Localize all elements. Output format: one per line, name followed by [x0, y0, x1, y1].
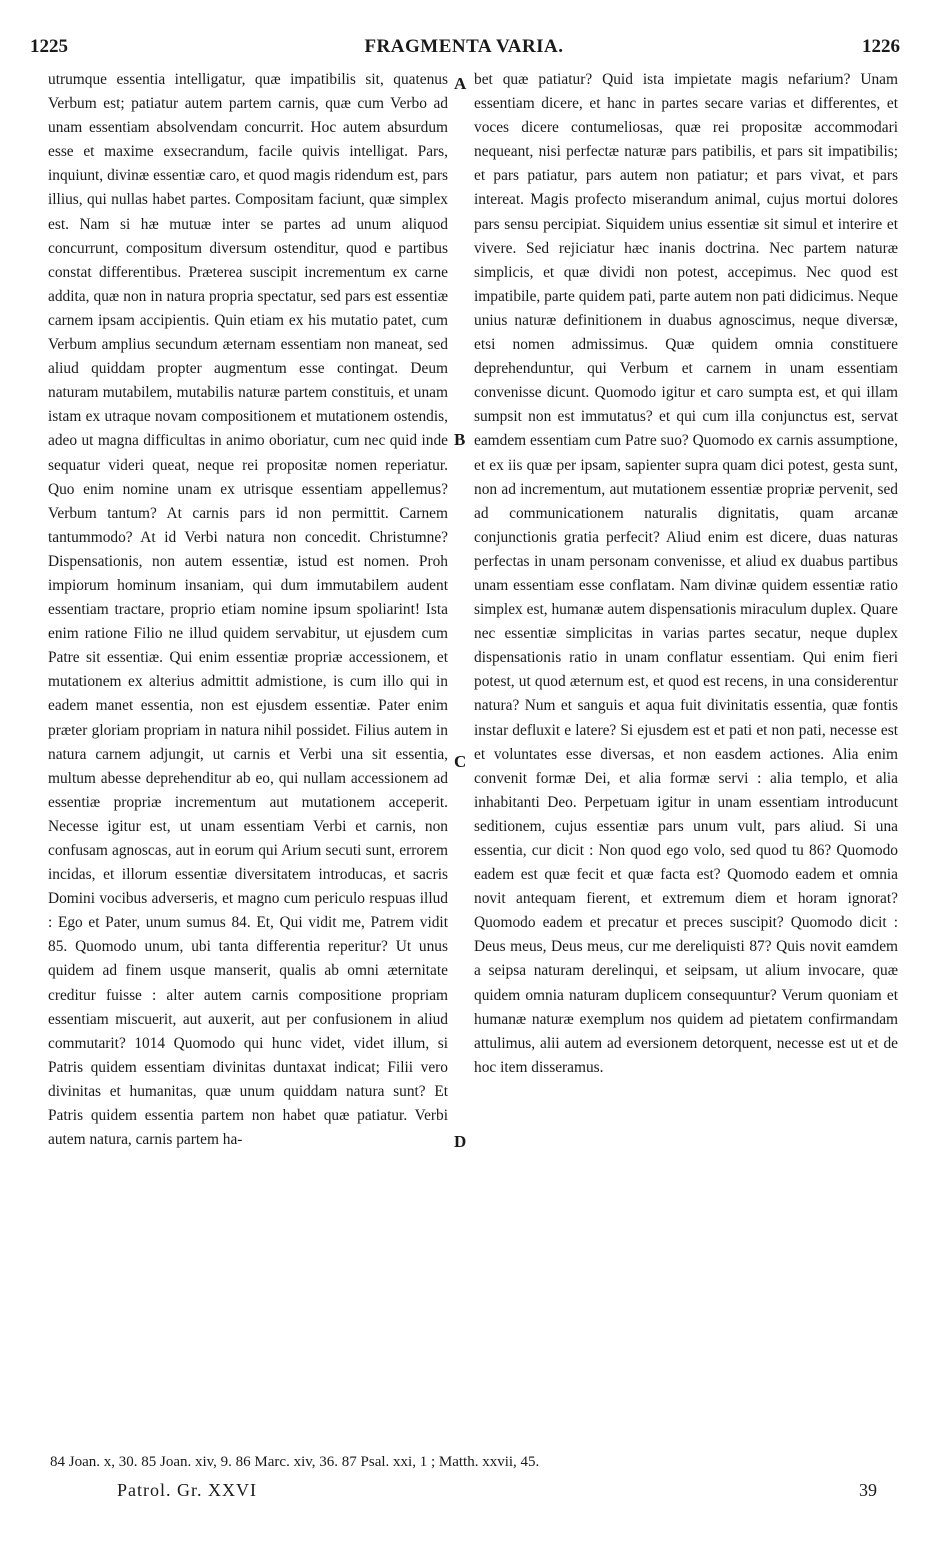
right-column-text: bet quæ patiatur? Quid ista impietate magis nefarium? Unam essentiam dicere, et hanc in partes secare varias et differentes, et voces dicere contumeliosas, quæ rei propositæ accommodari nequeant, nisi perfectæ naturæ pars patibilis, et pars sit impatibilis; et pars patiatur, pars autem non patiatur; et pars vivat, et pars intereat. Magis profecto miserandum animal, cujus mortui dolores pars sensu percipiat. Siquidem unius essentiæ sit simul et interire et vivere. Sed rejiciatur hæc inanis doctrina. Nec partem naturæ simplicis, et quæ dividi non potest, accepimus. Nec quod est impatibile, parte quidem pati, parte autem non pati didicimus. Neque unius naturæ definitionem in duabus agnoscimus, neque diversæ, etsi nomen admissimus. Quæ quidem omnia constituere deprehenduntur, qui Verbum et carnem in unam essentiam convenisse dicunt. Quomodo igitur et caro sumpta est, et qui illam sumpsit non est immutatus? et qui cum illa conjunctus est, servat eamdem essentiam cum Patre suo? Quomodo ex carnis assumptione, et ex iis quæ per ipsam, sapienter supra quam dici potest, gesta sunt, non ad incrementum, aut mutationem essentiæ propriæ pervenit, sed ad communicationem naturalis dignitatis, quam arcanæ conjunctionis gratia perfecit? Aliud enim est dicere, duas naturas perfectas in unam personam convenisse, et aliud ex duabus partibus unam essentiam esse conflatam. Nam divinæ quidem essentiæ ratio simplex est, humanæ autem dispensationis miraculum duplex. Quare nec essentiæ simplicitas in varias partes secatur, neque duplex dispensationis ratio in unam conflatur essentiam. Qui enim fieri potest, ut quod æternum est, et quod est recens, in una considerentur natura? Num et sanguis et aqua fuit divinitatis essentia, quæ fontis instar defluxit e latere? Si ejusdem est et pati et non pati, necesse est et voluntates esse diversas, et non easdem actiones. Alia enim convenit formæ Dei, et alia formæ servi : alia templo, et alia inhabitanti Deo. Perpetuam igitur in unam essentiam introducunt seditionem, cujus essentiæ pars unum vult, pars aliud. Si una essentia, cur dicit : Non quod ego volo, sed quod tu 86? Quomodo eadem est quæ fecit et quæ facta est? Quomodo eadem et omnia novit antequam fierent, et extremum diem et horam ignorat? Quomodo eadem et precatur et preces suscipit? Quomodo dicit : Deus meus, Deus meus, cur me dereliquisti 87? Quis novit eamdem a seipsa naturam derelinqui, et seipsam, ut alium invocare, quæ quidem omnia naturam duplicem consequuntur? Verum quoniam et humanæ naturæ exemplum nos quidem ad pietatem confirmandam attulimus, alii autem ad eversionem detorquent, necesse est ut et de hoc item disseramus. [474, 71, 898, 1076]
page-number-right: 1226 [862, 36, 900, 57]
footnotes: 84 Joan. x, 30. 85 Joan. xiv, 9. 86 Marc. xiv, 36. 87 Psal. xxi, 1 ; Matth. xxvii, 45. [50, 1454, 540, 1470]
right-column [474, 68, 898, 1428]
section-marker-b: B [454, 430, 466, 449]
page-footer [117, 1480, 877, 1506]
page-number-left: 1225 [30, 36, 68, 57]
page-header [28, 36, 900, 66]
left-column [48, 68, 448, 1428]
sheet-number: 39 [859, 1480, 877, 1500]
running-title: FRAGMENTA VARIA. [364, 36, 564, 57]
section-marker-d: D [454, 1132, 467, 1151]
section-marker-c: C [454, 752, 467, 771]
left-column-text: utrumque essentia intelligatur, quæ impatibilis sit, quatenus Verbum est; patiatur autem partem carnis, quæ cum Verbo ad unam essentiam absolvendam concurrit. Hoc autem absurdum esse et maxime exsecrandum, facile quivis intelligat. Pars, inquiunt, divinæ essentiæ caro, et quod magis ridendum est, pars illius, qui nullas habet partes. Compositam faciunt, quæ simplex est. Nam si hæ mutuæ inter se partes ad unum aliquod concurrunt, compositum diversum ostenditur, quod e partibus constat differentibus. Præterea suscipit incrementum ex carne addita, quæ non in natura propria spectatur, sed pars est essentiæ carnem ipsam accipientis. Quin etiam ex his mutatio patet, cum Verbum amplius secundum æternam essentiam non maneat, sed aliud quiddam propter augmentum esse contingat. Deum naturam mutabilem, mutabilis naturæ partem constituis, et unam istam ex utraque novam compositionem et mutationem ostendis, adeo ut magna difficultas in animo oboriatur, cum nec quid inde sequatur videri queat, neque rei propositæ nomen reperiatur. Quo enim nomine unam ex utrisque essentiam appellemus? Verbum tantum? At carnis pars id non permittit. Carnem tantummodo? At id Verbi natura non concedit. Christumne? Dispensationis, non autem essentiæ, istud est nomen. Proh impiorum hominum insaniam, qui dum immutabilem audent essentiam tractare, proprio etiam nomine ipsum spoliarint! Ista enim ratione Filio ne illud quidem servabitur, ut ejusdem cum Patre sit essentiæ. Qui enim essentiæ propriæ accessionem, et mutationem ex alterius admittit admistione, is cum illo qui in eadem manet essentia, non est ejusdem essentiæ. Pater enim præter gloriam propriam in natura nihil possidet. Filius autem in natura carnem adjungit, ut carnis et Verbi una sit essentia, multum abesse deprehenditur ab eo, qui nullam accessionem ad essentiæ propriæ incrementum aut mutationem acceperit. Necesse igitur est, ut unam essentiam Verbi et carnis, non confusam agnoscas, aut in eorum qui Arium secuti sunt, errorem incidas, et illorum essentiæ diversitatem introducas, et sacris Domini vocibus adverseris, et magno cum periculo respuas illud : Ego et Pater, unum sumus 84. Et, Qui vidit me, Patrem vidit 85. Quomodo unum, ubi tanta differentia reperitur? Ut unus quidem ad finem usque manserit, qualis ab omni æternitate creditur fuisse : alter autem carnis compositione propriam essentiam miscuerit, aut auxerit, aut per confusionem in aliud commutarit? 1014 Quomodo qui hunc videt, videt illum, si Patris quidem essentiam divinitas duntaxat indicat; Filii vero divinitas et humanitas, quæ unum quiddam natura sunt? Et Patris quidem essentia partem non habet quæ patiatur. Verbi autem natura, carnis partem ha- [48, 71, 448, 1149]
series-signature: Patrol. Gr. XXVI [117, 1480, 257, 1500]
section-marker-a: A [454, 74, 467, 93]
